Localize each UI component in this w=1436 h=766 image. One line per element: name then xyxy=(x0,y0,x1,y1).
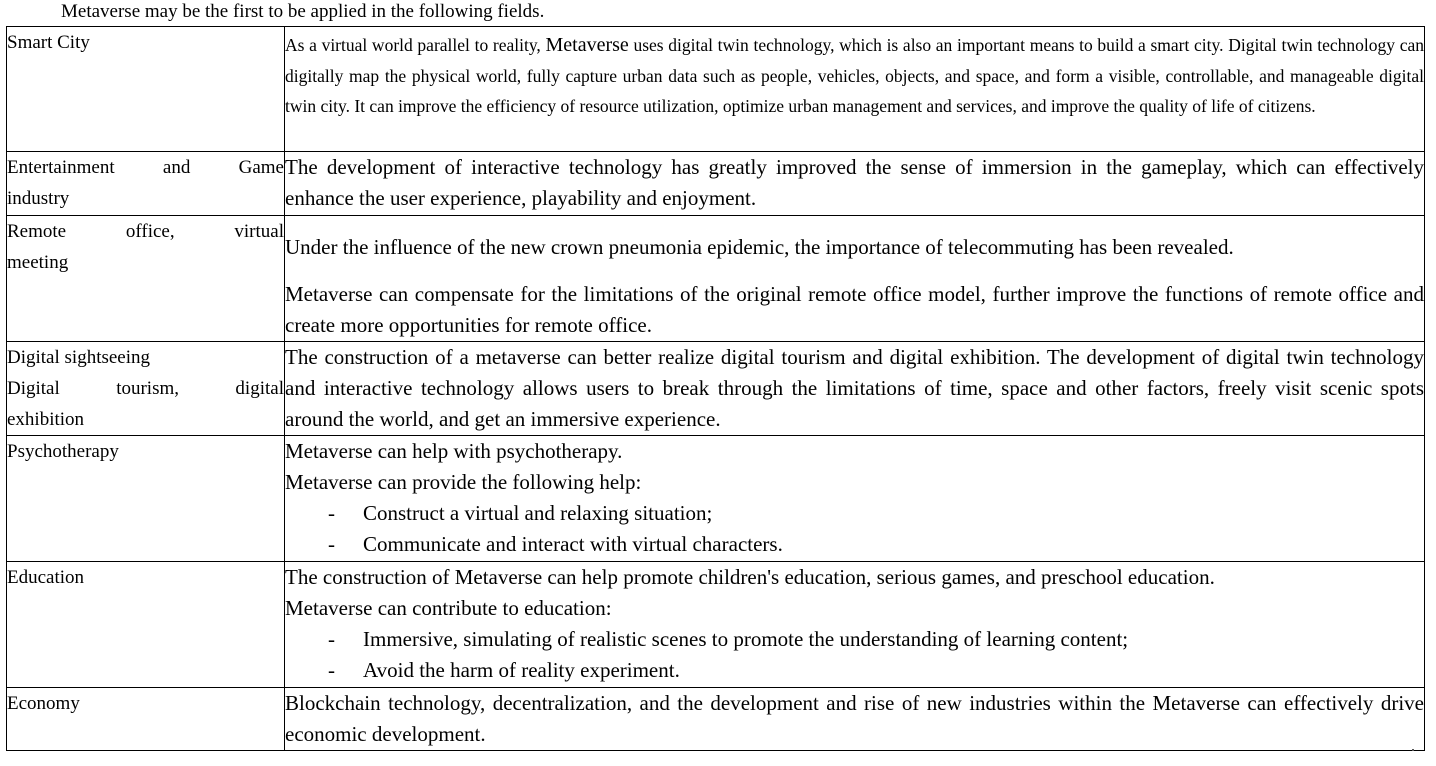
field-label: Digital sightseeing xyxy=(7,347,151,368)
field-label: Psychotherapy xyxy=(7,441,119,462)
field-description: Metaverse can provide the following help: xyxy=(285,470,642,494)
field-description: As a virtual world parallel to reality, Metaverse uses digital twin technology, which is also an important means to build a smart city. Digital twin technology can digitally map the physical world, fully capture urban data such as people, vehicles, objects, and space, and form a visible, controllable, and manageable digital twin city. It can improve the efficiency of resource utilization, optimize urban management and services, and improve the quality of life of citizens. xyxy=(285,34,1424,116)
field-label: exhibition xyxy=(7,409,85,430)
field-label-cell xyxy=(7,688,285,751)
field-label-cell xyxy=(7,436,285,562)
application-fields-table xyxy=(6,26,1425,751)
field-description-cell xyxy=(285,342,1425,436)
field-description: Metaverse can help with psychotherapy. xyxy=(285,439,623,463)
field-label-cell xyxy=(7,27,285,152)
field-description-cell xyxy=(285,436,1425,562)
list-item: - Immersive, simulating of realistic scenes to promote the understanding of learning content; xyxy=(285,624,1424,655)
intro-text: Metaverse may be the first to be applied in the following fields. xyxy=(61,1,545,22)
field-label-cell xyxy=(7,562,285,688)
table-row xyxy=(7,562,1425,688)
list-item: - Avoid the harm of reality experiment. xyxy=(285,655,1424,686)
field-description-cell xyxy=(285,152,1425,216)
field-label: industry xyxy=(7,188,70,209)
bullet-marker: - xyxy=(328,532,335,556)
field-description: Under the influence of the new crown pneumonia epidemic, the importance of telecommuting has been revealed. xyxy=(285,235,1234,259)
field-label: Remote office, virtual xyxy=(7,221,284,242)
field-label: Education xyxy=(7,567,85,588)
table-row xyxy=(7,216,1425,342)
table-row xyxy=(7,436,1425,562)
field-label: meeting xyxy=(7,252,69,273)
field-description-cell xyxy=(285,216,1425,342)
field-label: Smart City xyxy=(7,32,90,53)
field-label-cell xyxy=(7,342,285,436)
table-row xyxy=(7,342,1425,436)
field-label: Entertainment and Game xyxy=(7,157,284,178)
field-description: The development of interactive technology has greatly improved the sense of immersion in the gameplay, which can effectively enhance the user experience, playability and enjoyment. xyxy=(285,155,1424,210)
field-label-cell xyxy=(7,152,285,216)
field-description-cell xyxy=(285,688,1425,751)
metaverse-term: Metaverse xyxy=(545,34,629,56)
field-description: The construction of a metaverse can better realize digital tourism and digital exhibition. The development of digital twin technology and interactive technology allows users to break through the limitations of time, space and other factors, freely visit scenic spots around the world, and get an immersive experience. xyxy=(285,345,1424,431)
bullet-marker: - xyxy=(328,501,335,525)
field-label-cell xyxy=(7,216,285,342)
bullet-marker: - xyxy=(328,658,335,682)
list-item: - Construct a virtual and relaxing situation; xyxy=(285,498,1424,529)
table-row xyxy=(7,27,1425,152)
field-description: Blockchain technology, decentralization, and the development and rise of new industries within the Metaverse can effectively drive economic development. xyxy=(285,691,1424,746)
field-description-cell xyxy=(285,562,1425,688)
field-description: Metaverse can contribute to education: xyxy=(285,596,612,620)
table-row xyxy=(7,688,1425,751)
table-row xyxy=(7,152,1425,216)
field-description-cell xyxy=(285,27,1425,152)
field-description: Metaverse can compensate for the limitations of the original remote office model, further improve the functions of remote office and create more opportunities for remote office. xyxy=(285,282,1424,337)
field-description: The construction of Metaverse can help promote children's education, serious games, and preschool education. xyxy=(285,565,1215,589)
corner-mark xyxy=(1412,749,1414,751)
bullet-marker: - xyxy=(328,627,335,651)
field-label: Digital tourism, digital xyxy=(7,378,284,399)
field-label: Economy xyxy=(7,693,80,714)
list-item: - Communicate and interact with virtual characters. xyxy=(285,529,1424,560)
